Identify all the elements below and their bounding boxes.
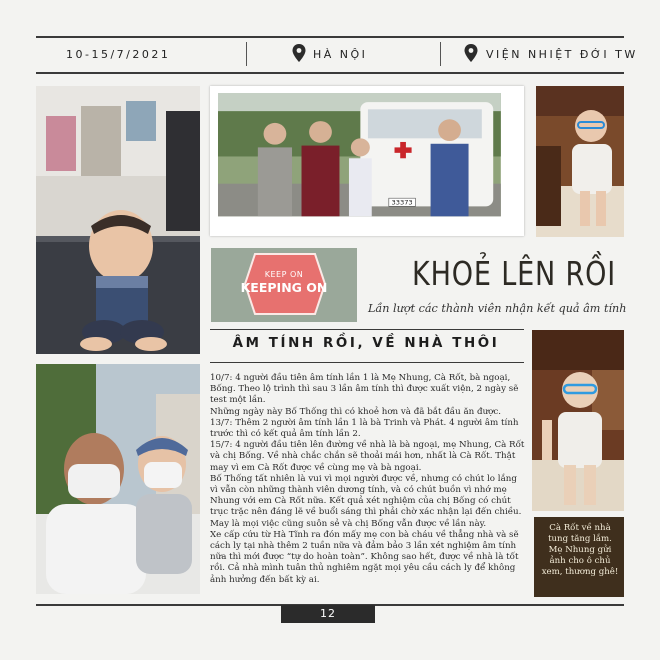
location-pin-icon — [464, 44, 478, 62]
baby-glasses-photo-1 — [536, 86, 624, 237]
page-title: KHOẺ LÊN RỒI — [412, 254, 617, 293]
sticker-line-1: KEEP ON — [264, 270, 304, 279]
header-location: HÀ NỘI — [313, 48, 368, 61]
father-child-photo — [36, 364, 200, 594]
header-top-rule — [36, 36, 624, 38]
section-title: ÂM TÍNH RỒI, VỀ NHÀ THÔI — [232, 336, 500, 351]
note-box — [534, 517, 624, 597]
body-paragraph: Bố Thống tất nhiên là vui vì mọi người được về, nhưng có chút lo lắng vì vẫn còn những thành viên dương tính, và có chút buồn vì nhớ mẹ Nhung với em Cà Rốt nữa. Kết quả xét nghiệm của chị Bống có chút trục trặc nên đáng lẽ về buổi sáng thì phải chờ xác nhận lại đến chiều. May là mọi việc cũng suôn sẻ và chị Bống vẫn được về lần này. — [210, 473, 522, 529]
page-number: 12 — [281, 605, 375, 623]
section-bottom-rule — [210, 362, 524, 363]
header-place: VIỆN NHIỆT ĐỚI TW — [486, 48, 638, 61]
note-text: Cà Rốt về nhà tung tăng lắm. Mẹ Nhung gửi ảnh cho ô chủ xem, thương ghê! — [541, 523, 619, 577]
body-paragraph: Xe cấp cứu từ Hà Tĩnh ra đón mấy mẹ con bà cháu về thẳng nhà và sẽ cách ly tại nhà thêm 2 tuần nữa và đảm bảo 3 lần xét nghiệm âm tính nữa thì mới được “tự do hoàn toàn”. Không sao hết, được về nhà là tốt rồi. Cả nhà mình tuân thủ nghiêm ngặt mọi yêu cầu cách ly để không ảnh hưởng đến bất kỳ ai. — [210, 529, 519, 585]
page-subtitle: Lần lượt các thành viên nhận kết quả âm tính — [368, 302, 627, 315]
keep-on-sticker — [211, 248, 357, 322]
family-ambulance-photo — [210, 86, 524, 236]
header-date: 10-15/7/2021 — [66, 48, 171, 61]
baby-glasses-photo-2 — [532, 330, 624, 511]
location-pin-icon — [292, 44, 306, 62]
header-separator — [440, 42, 441, 66]
baby-sitting-photo — [36, 86, 200, 354]
header-separator — [246, 42, 247, 66]
body-paragraph: 15/7: 4 người đầu tiên lên đường về nhà là bà ngoại, mẹ Nhung, Cà Rốt và chị Bống. Về nhà chắc chắn sẽ thoải mái hơn, nhất là Cà Rốt. Thật may vì em Cà Rốt được về cùng mẹ và bà ngoại. — [210, 440, 525, 473]
sticker-line-2: KEEPING ON — [240, 280, 328, 295]
ambulance-plate: 33373 — [391, 198, 413, 207]
body-paragraph: Những ngày này Bố Thống thì có khoẻ hơn và đã bắt đầu ăn được. — [210, 406, 502, 417]
section-top-rule — [210, 329, 524, 330]
article-body — [210, 373, 527, 586]
body-paragraph: 13/7: Thêm 2 người âm tính lần 1 là bà Trinh và Phát. 4 người âm tính trước thì có kết quả âm tính lần 2. — [210, 417, 519, 440]
body-paragraph: 10/7: 4 người đầu tiên âm tính lần 1 là Mẹ Nhung, Cà Rốt, bà ngoại, Bống. Theo lộ trình thì sau 3 lần âm tính thì được xuất viện, 2 ngày sẽ test một lần. — [210, 373, 519, 406]
header-bottom-rule — [36, 72, 624, 74]
